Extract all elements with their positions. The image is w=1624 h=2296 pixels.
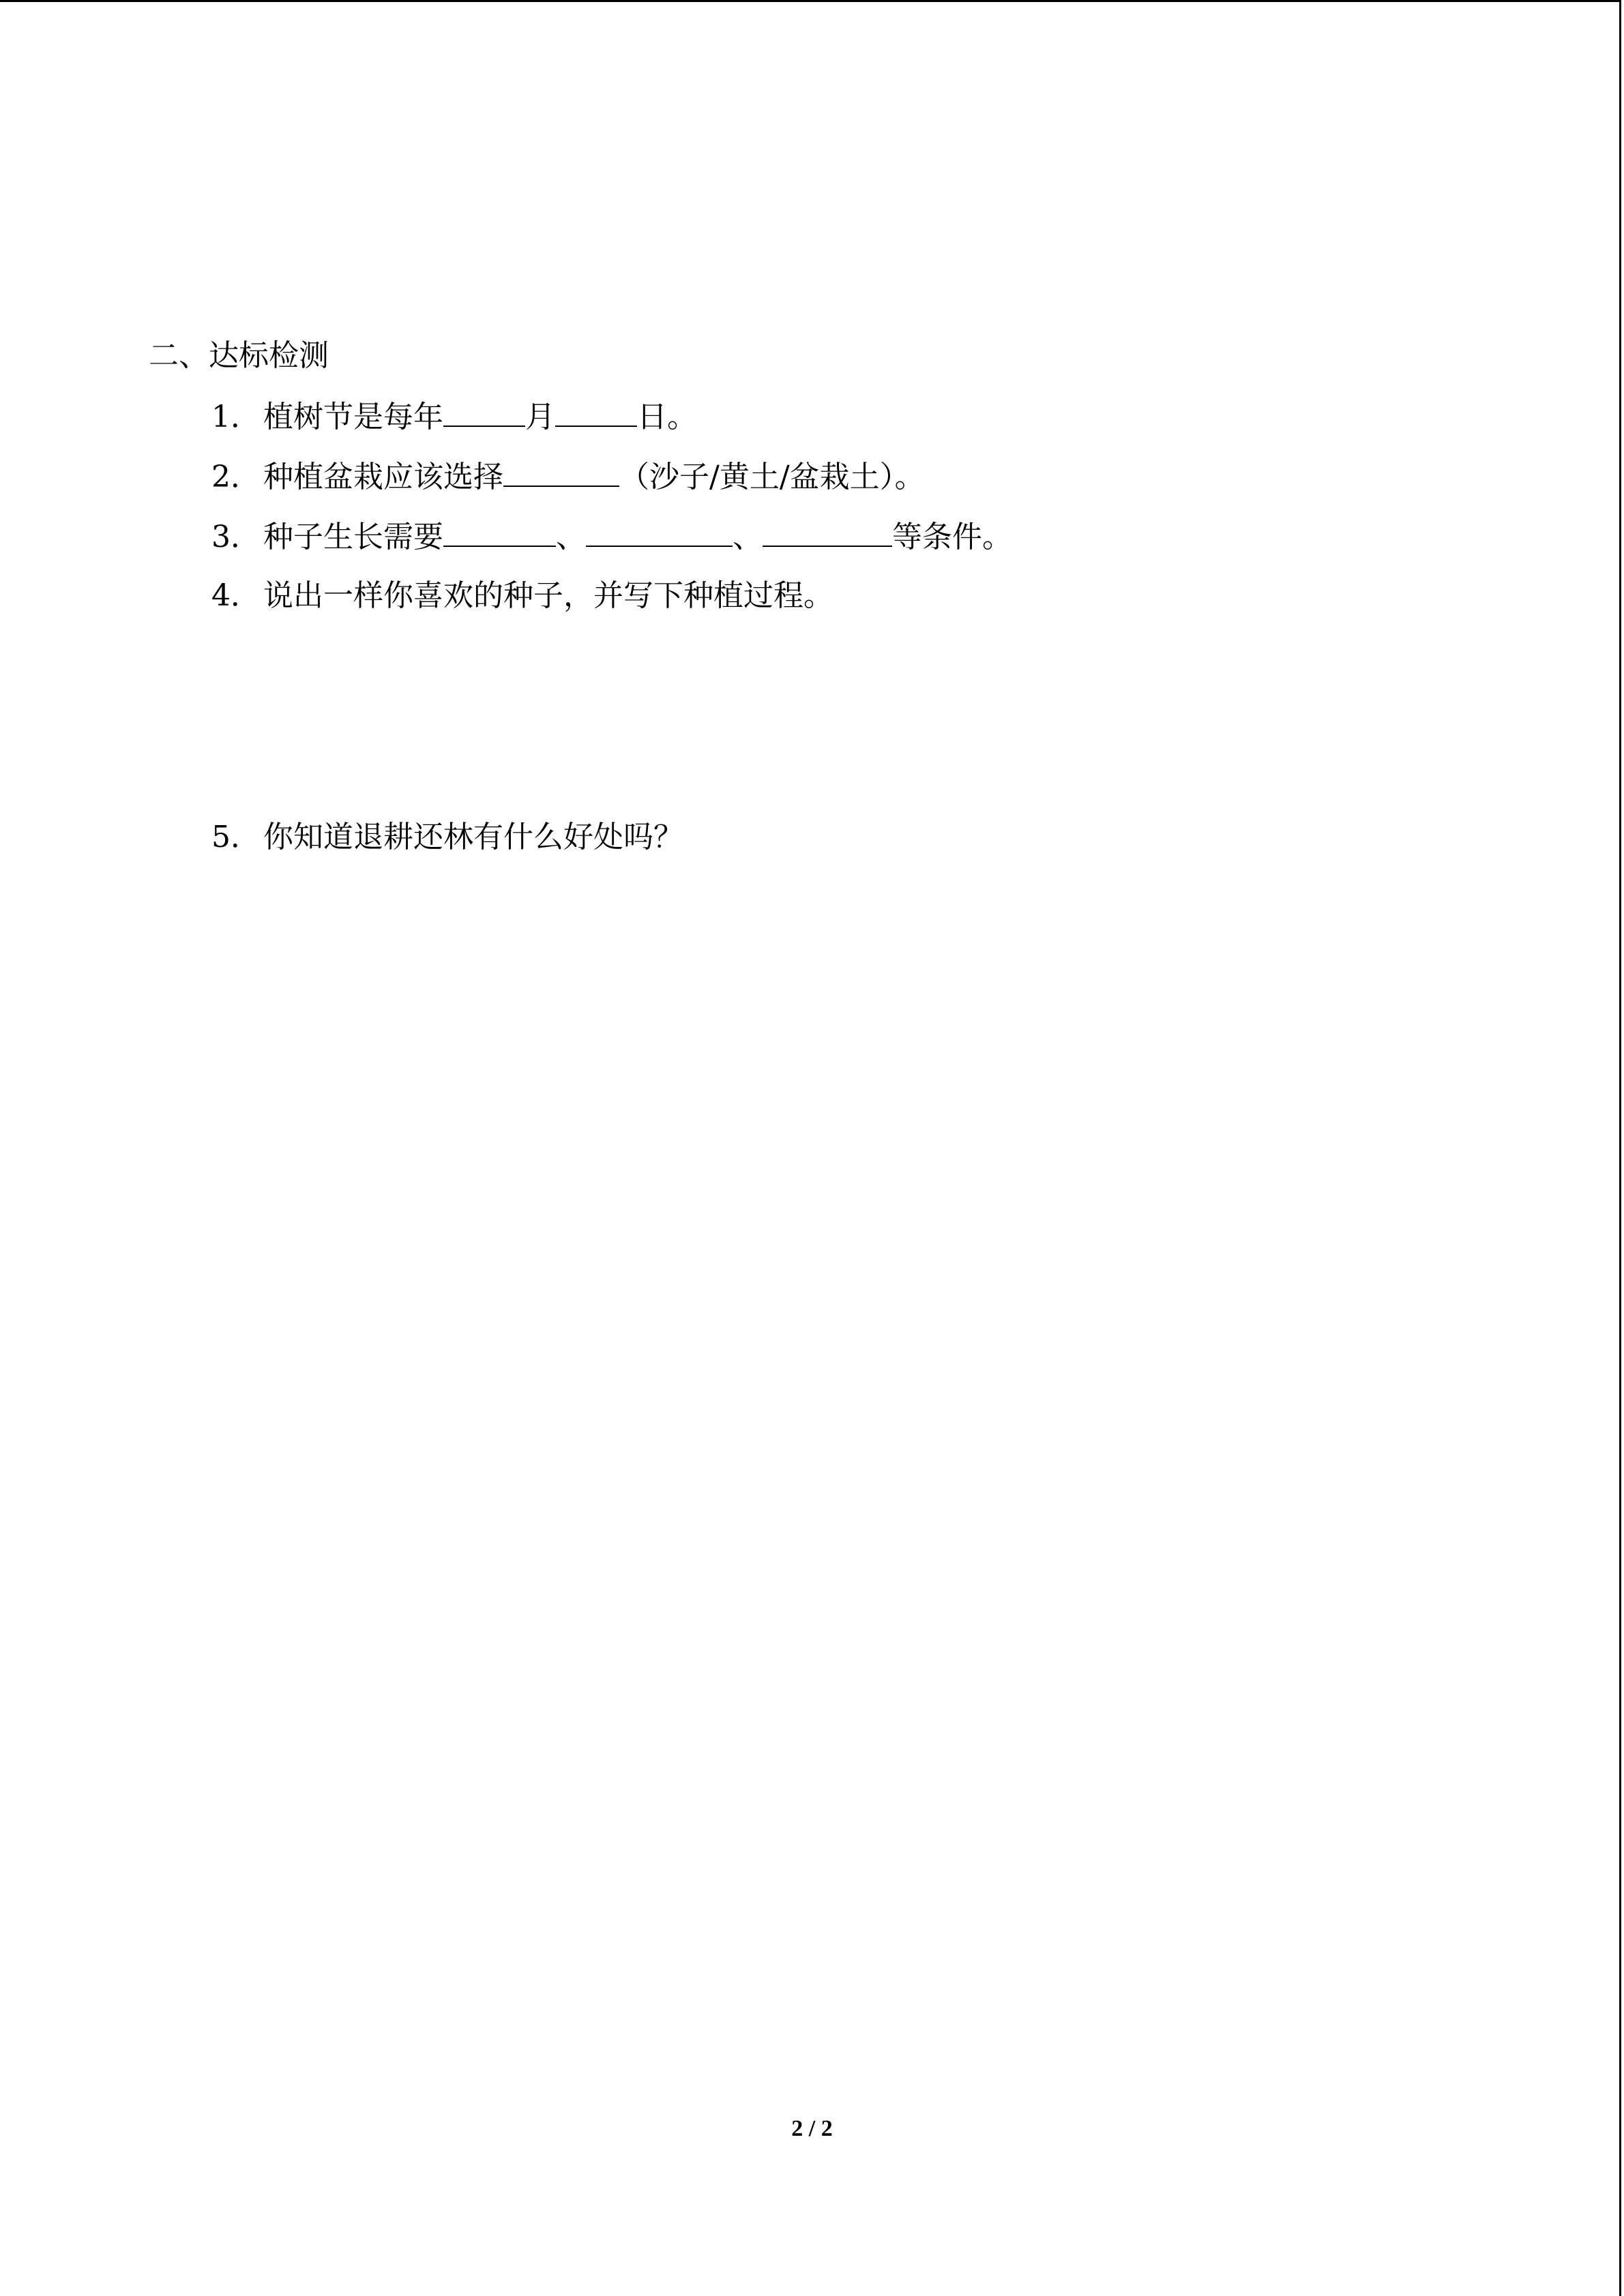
condition-blank-3[interactable] <box>763 516 892 547</box>
separator: 、 <box>733 520 763 554</box>
question-text: 种子生长需要 <box>263 520 443 554</box>
day-blank[interactable] <box>555 396 637 427</box>
section-heading: 二、达标检测 <box>149 338 329 373</box>
question-text: （沙子/黄土/盆栽土）。 <box>619 460 925 494</box>
question-number: 1． <box>211 400 261 434</box>
question-text: 种植盆栽应该选择 <box>263 460 503 494</box>
page-number: 2 / 2 <box>791 2116 833 2141</box>
question-number: 2． <box>211 460 261 494</box>
question-4 <box>211 576 833 616</box>
question-2 <box>211 456 925 498</box>
question-5 <box>211 817 683 858</box>
month-blank[interactable] <box>443 396 525 427</box>
question-text: 说出一样你喜欢的种子，并写下种植过程。 <box>263 578 833 613</box>
question-text: 你知道退耕还林有什么好处吗？ <box>263 820 683 854</box>
question-text: 等条件。 <box>892 520 1012 554</box>
question-text: 植树节是每年 <box>263 400 443 434</box>
question-text: 日。 <box>637 400 697 434</box>
separator: 、 <box>556 520 586 554</box>
soil-blank[interactable] <box>503 456 619 487</box>
condition-blank-1[interactable] <box>443 516 556 547</box>
question-1 <box>211 396 697 438</box>
question-number: 4． <box>211 578 261 613</box>
question-text: 月 <box>525 400 555 434</box>
condition-blank-2[interactable] <box>586 516 733 547</box>
question-3 <box>211 516 1012 558</box>
question-number: 3． <box>211 520 261 554</box>
question-number: 5． <box>211 820 261 854</box>
